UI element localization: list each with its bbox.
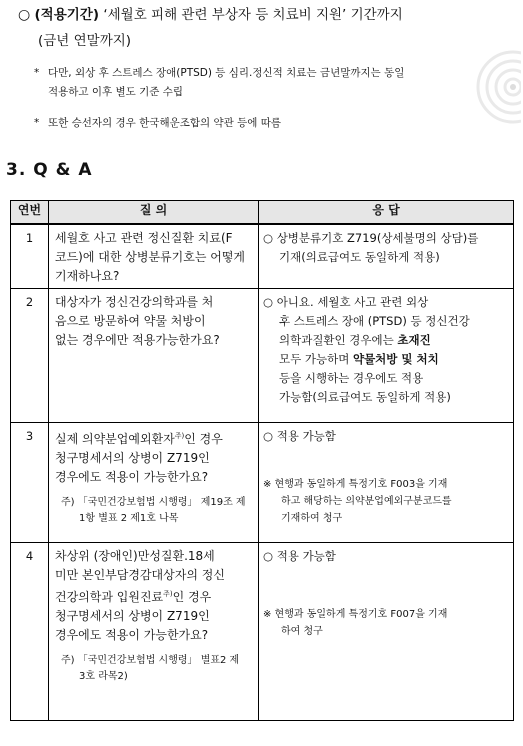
- period-text: ‘세월호 피해 관련 부상자 등 치료비 지원’ 기간까지: [103, 7, 403, 23]
- row-number: 2: [11, 289, 49, 423]
- answer-line: 후 스트레스 장애 (PTSD) 등 정신건강: [279, 314, 470, 328]
- answer-cell: [259, 423, 514, 543]
- remark: ※ 현행과 동일하게 특정기호 F007을 기재 하여 청구: [263, 609, 448, 637]
- note-marker: *: [34, 117, 40, 129]
- bullet-circle: ○: [18, 7, 31, 23]
- period-sub: (금년 연말까지): [38, 33, 132, 49]
- note-1: [34, 64, 514, 102]
- note-text-cont: 적용하고 이후 별도 기준 수립: [48, 86, 184, 98]
- emphasis: 초재진: [397, 333, 431, 347]
- emphasis: 약물처방 및 처치: [352, 352, 439, 366]
- answer-line: ○ 상병분류기호 Z719(상세불명의 상담)를: [263, 231, 479, 245]
- note-2: [34, 114, 514, 133]
- answer-line: ○ 적용 가능함: [263, 549, 336, 563]
- answer-cell: [259, 289, 514, 423]
- answer-line: 등을 시행하는 경우에도 적용: [279, 371, 424, 385]
- question-cell: [49, 289, 259, 423]
- row-number: 1: [11, 224, 49, 289]
- header-answer: 응 답: [259, 201, 514, 225]
- row-number: 4: [11, 543, 49, 721]
- answer-line: ○ 적용 가능함: [263, 429, 336, 443]
- header-no: 연번: [11, 201, 49, 225]
- note-marker: *: [34, 67, 40, 79]
- question-line: 기재하나요?: [55, 269, 120, 283]
- table-row: [11, 543, 514, 721]
- row-number: 3: [11, 423, 49, 543]
- question-line: 경우에도 적용이 가능한가요?: [55, 628, 209, 642]
- qa-table: [10, 200, 514, 721]
- question-line: 음으로 방문하여 약물 처방이: [55, 314, 206, 328]
- note-text: 다만, 외상 후 스트레스 장애(PTSD) 등 심리.정신적 치료는 금년말까지는 동일: [48, 67, 405, 79]
- note-text: 또한 승선자의 경우 한국해운조합의 약관 등에 따름: [48, 117, 282, 129]
- question-line: 세월호 사고 관련 정신질환 치료(F: [55, 231, 233, 245]
- header-question: 질 의: [49, 201, 259, 225]
- question-line: 코드)에 대한 상병분류기호는 어떻게: [55, 250, 246, 264]
- section-title: 3. Q & A: [6, 160, 93, 180]
- question-cell: [49, 423, 259, 543]
- question-line: 청구명세서의 상병이 Z719인: [55, 609, 210, 623]
- remark: ※ 현행과 동일하게 특정기호 F003을 기재 하고 해당하는 의약분업예외구분코드를 기재하여 청구: [263, 479, 452, 524]
- question-cell: [49, 224, 259, 289]
- answer-line: 의학과질환인 경우에는 초재진: [279, 333, 431, 347]
- period-label: (적용기간): [34, 7, 100, 23]
- question-line: 건강의학과 입원진료$^{주)}$인 경우: [55, 590, 212, 604]
- question-line: 청구명세서의 상병이 Z719인: [55, 451, 210, 465]
- answer-line: ○ 아니요. 세월호 사고 관련 외상: [263, 295, 429, 309]
- question-line: 경우에도 적용이 가능한가요?: [55, 470, 209, 484]
- table-row: [11, 423, 514, 543]
- footnote-marker: 주): [163, 590, 173, 598]
- question-line: 대상자가 정신건강의학과를 처: [55, 295, 214, 309]
- answer-cell: [259, 224, 514, 289]
- question-line: 미만 본인부담경감대상자의 정신: [55, 568, 225, 582]
- question-cell: [49, 543, 259, 721]
- footnote: 주) 「국민건강보험법 시행령」 별표2 제 3호 라목2): [61, 655, 240, 682]
- table-row: [11, 289, 514, 423]
- table-header-row: [11, 201, 514, 225]
- question-line: 없는 경우에만 적용가능한가요?: [55, 333, 220, 347]
- footnote: 주) 「국민건강보험법 시행령」 제19조 제 1항 별표 2 제1호 나목: [61, 497, 246, 524]
- footnote-marker: 주): [174, 432, 185, 440]
- table-row: [11, 224, 514, 289]
- question-line: 실제 의약분업예외환자$^{주)}$인 경우: [55, 432, 223, 446]
- answer-line: 모두 가능하며 약물처방 및 처치: [279, 352, 439, 366]
- decorative-circles-watermark: [469, 48, 521, 126]
- answer-line: 가능함(의료급여도 동일하게 적용): [279, 390, 451, 404]
- period-line: [18, 4, 518, 26]
- answer-cell: [259, 543, 514, 721]
- question-line: 차상위 (장애인)만성질환.18세: [55, 549, 215, 563]
- answer-line: 기재(의료급여도 동일하게 적용): [279, 250, 440, 264]
